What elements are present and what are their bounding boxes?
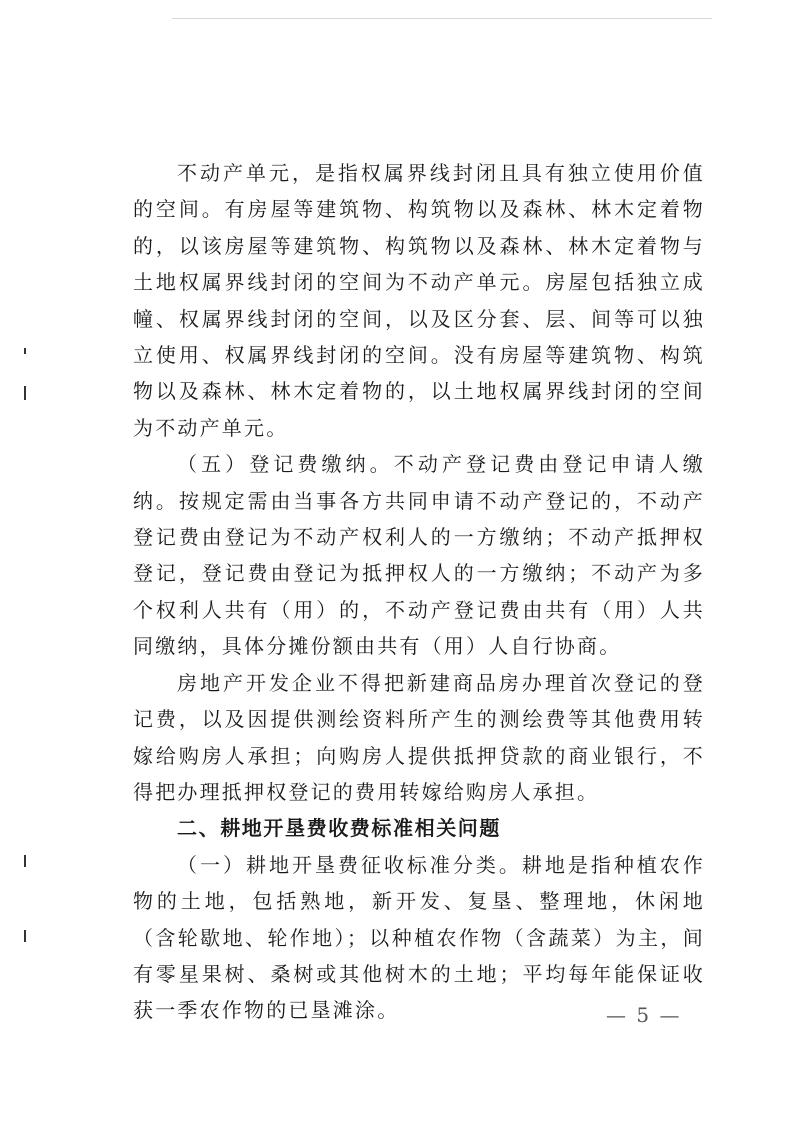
body-paragraph: （五）登记费缴纳。不动产登记费由登记申请人缴纳。按规定需由当事各方共同申请不动产登记的，不动产登记费由登记为不动产权利人的一方缴纳；不动产抵押权登记，登记费由登记为抵押权人的一方缴纳；不动产为多个权利人共有（用）的，不动产登记费由共有（用）人共同缴纳，具体分摊份额由共有（用）人自行协商。 [133,452,705,659]
scan-mark [24,930,26,942]
top-border-line [172,18,712,19]
body-paragraph: （一）耕地开垦费征收标准分类。耕地是指种植农作物的土地，包括熟地，新开发、复垦、整理地，休闲地（含轮歇地、轮作地）；以种植农作物（含蔬菜）为主，间有零星果树、桑树或其他树木的土地；平均每年能保证收获一季农作物的已垦滩涂。 [133,852,705,1023]
document-body [133,155,705,1029]
scan-mark [24,348,26,354]
section-heading: 二、耕地开垦费收费标准相关问题 [177,816,501,841]
scan-mark [24,855,26,867]
body-paragraph: 不动产单元，是指权属界线封闭且具有独立使用价值的空间。有房屋等建筑物、构筑物以及森林、林木定着物的，以该房屋等建筑物、构筑物以及森林、林木定着物与土地权属界线封闭的空间为不动产单元。房屋包括独立成幢、权属界线封闭的空间，以及区分套、层、间等可以独立使用、权属界线封闭的空间。没有房屋等建筑物、构筑物以及森林、林木定着物的，以土地权属界线封闭的空间为不动产单元。 [133,161,705,440]
page-number: — 5 — [606,1003,682,1027]
body-paragraph: 房地产开发企业不得把新建商品房办理首次登记的登记费，以及因提供测绘资料所产生的测绘费等其他费用转嫁给购房人承担；向购房人提供抵押贷款的商业银行，不得把办理抵押权登记的费用转嫁给购房人承担。 [133,670,705,804]
scan-mark [24,386,26,400]
